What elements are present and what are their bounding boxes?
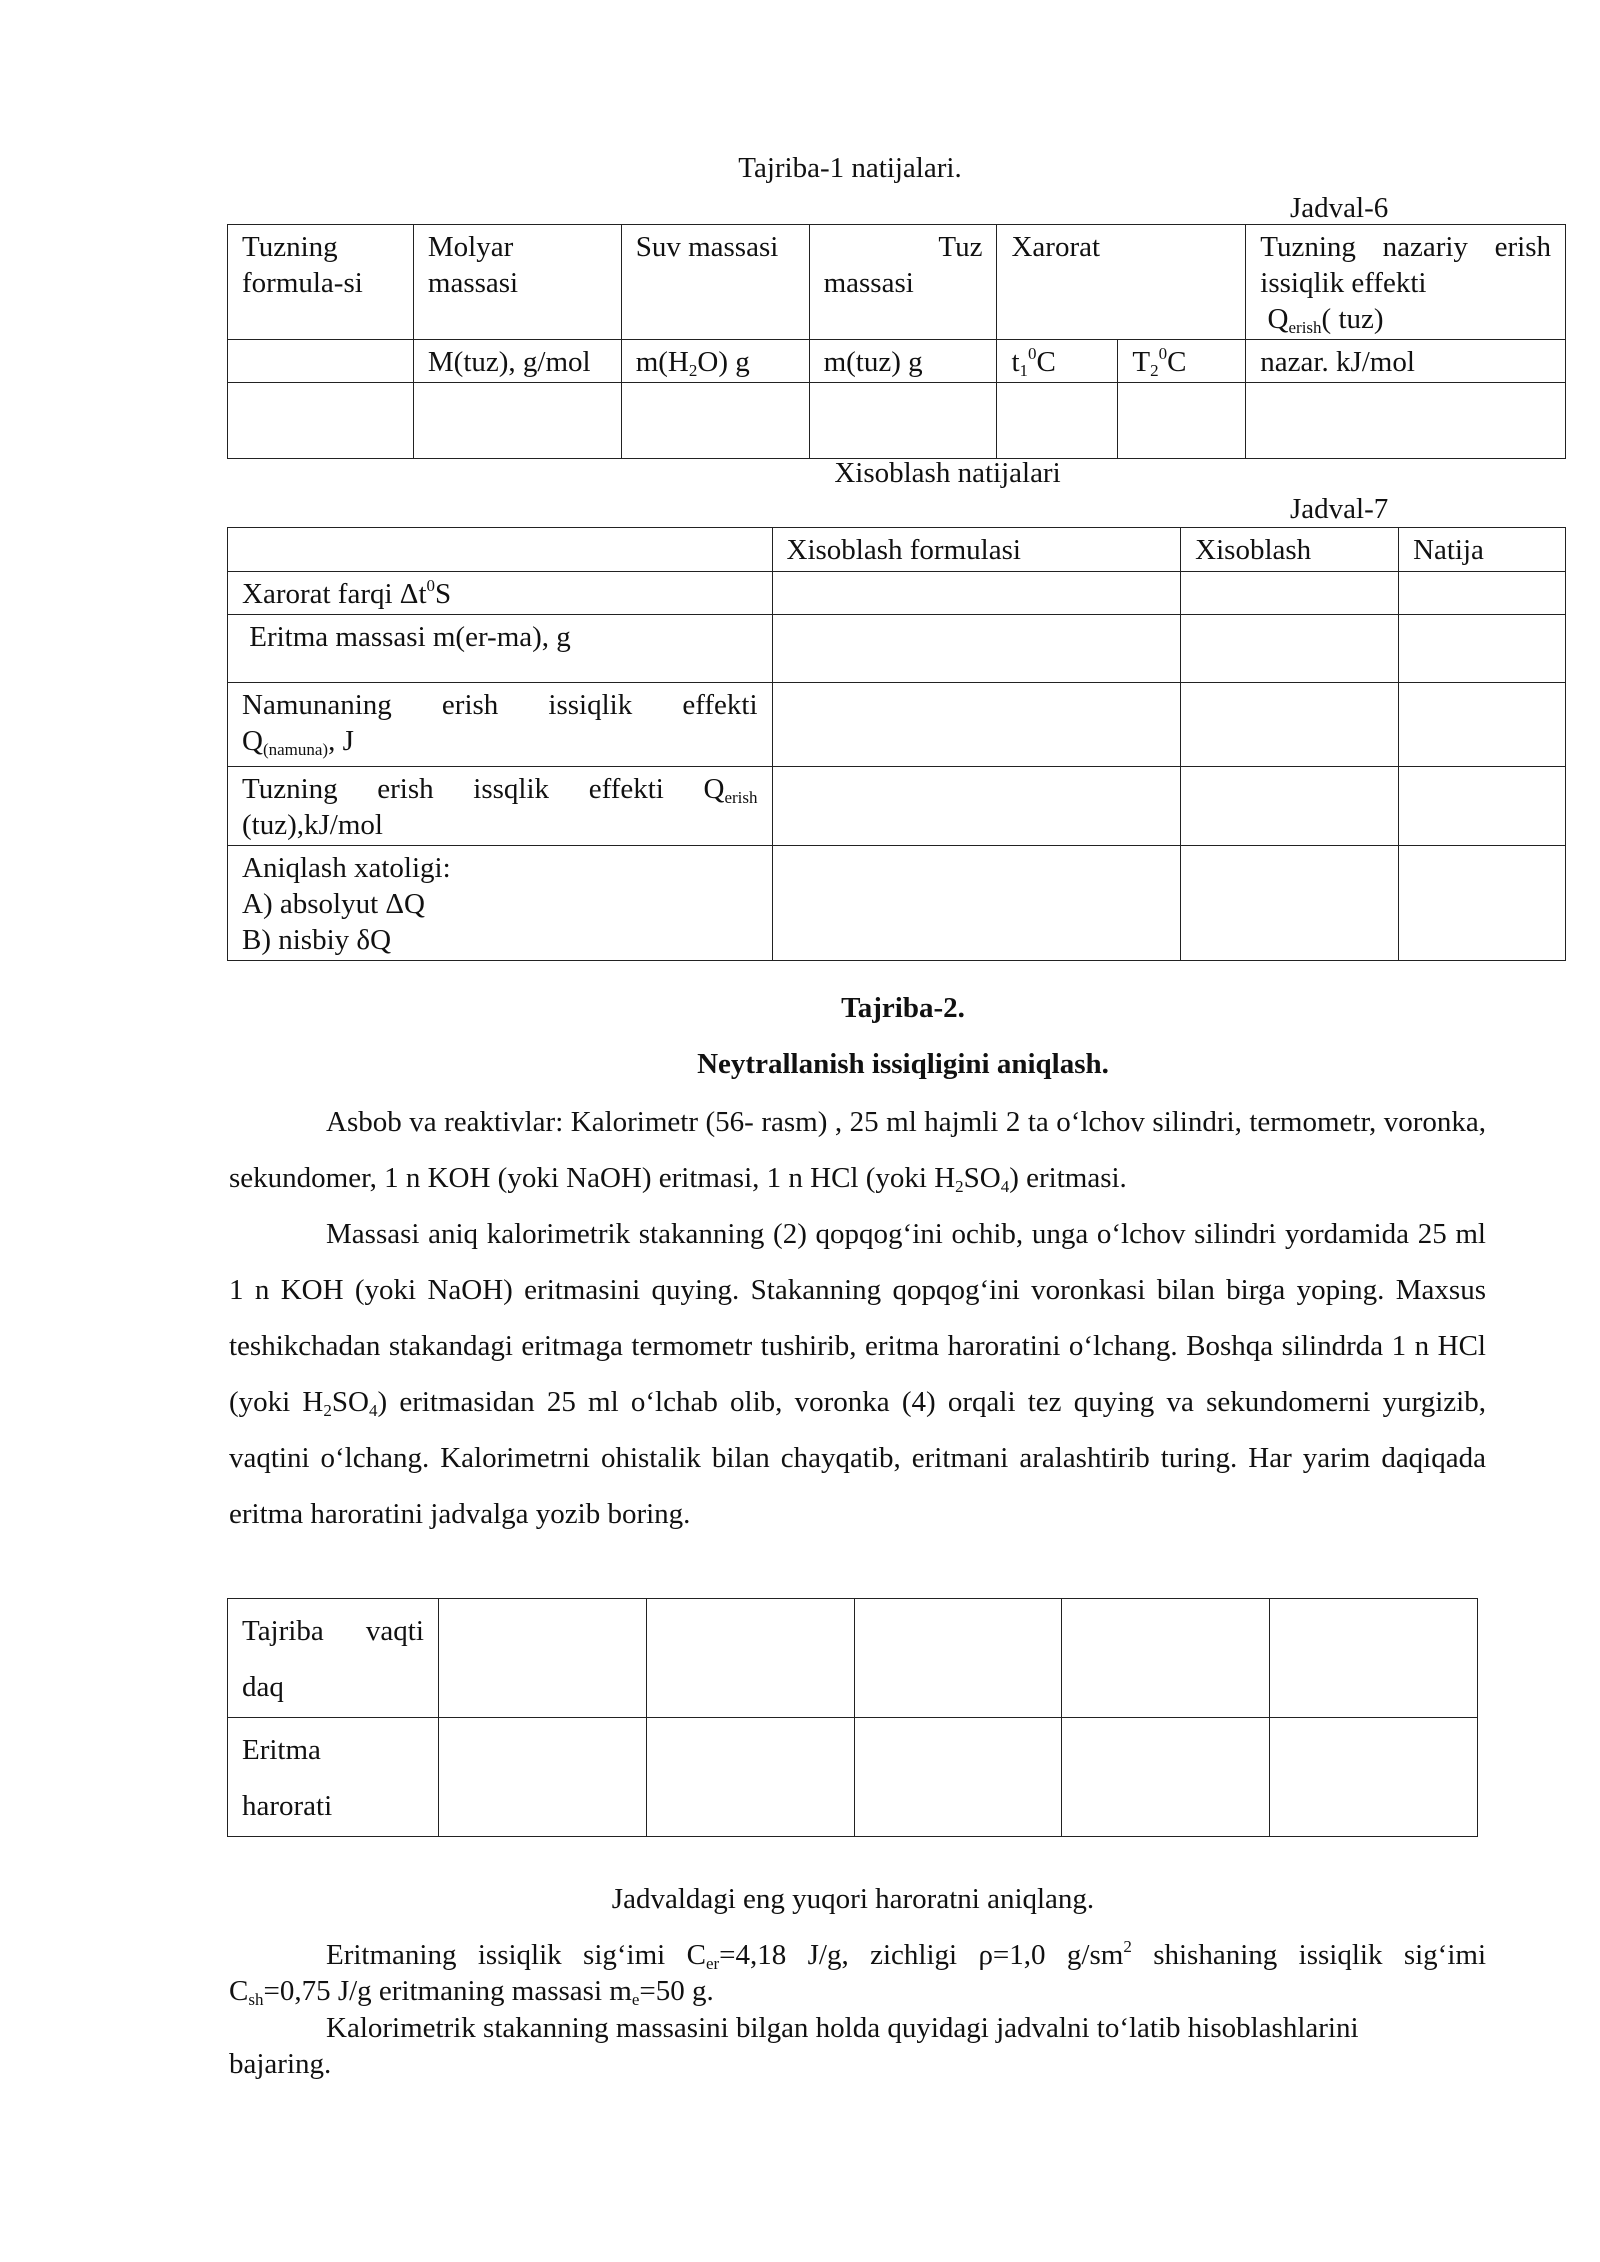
header-formula: Tuzning formula-si (228, 225, 414, 340)
header-molar: Molyar massasi (413, 225, 621, 340)
data-cell (1270, 1718, 1478, 1837)
data-cell (646, 1718, 854, 1837)
data-cell (1118, 383, 1246, 459)
data-cell (438, 1718, 646, 1837)
data-cell (772, 615, 1181, 683)
data-cell (772, 683, 1181, 767)
unit-t2: $T_2^0C$ (1118, 340, 1246, 383)
calc-title: Xisoblash natijalari (834, 457, 1061, 489)
calc-header-formula: Xisoblash formulasi (772, 528, 1181, 572)
data-cell (1246, 383, 1566, 459)
data-cell (621, 383, 809, 459)
data-cell (413, 383, 621, 459)
results-title: Tajriba-1 natijalari. (738, 152, 962, 184)
data-cell (997, 383, 1118, 459)
time-label: Tajriba vaqti daq (228, 1599, 439, 1718)
data-cell (1062, 1599, 1270, 1718)
unit-molar: M(tuz), g/mol (413, 340, 621, 383)
calc-row-error: Aniqlash xatoligi: A) absolyut ΔQ B) nisbiy δQ (228, 846, 773, 961)
unit-empty (228, 340, 414, 383)
header-water: Suv massasi (621, 225, 809, 340)
calc-row-sample-heat: Namunaning erish issiqlik effekti $Q_{(namuna)}$, J (228, 683, 773, 767)
header-heat: Tuzning nazariy erish issiqlik effekti $Q_{erish}$( tuz) (1246, 225, 1566, 340)
calc-row-temp-diff: Xarorat farqi $\Delta t^0S$ (228, 572, 773, 615)
data-cell (1181, 767, 1399, 846)
data-cell (1399, 846, 1566, 961)
data-cell (646, 1599, 854, 1718)
data-cell (1270, 1599, 1478, 1718)
data-cell (854, 1718, 1062, 1837)
data-cell (1181, 572, 1399, 615)
table-label-6: Jadval-6 (1290, 192, 1389, 224)
data-cell (1181, 846, 1399, 961)
data-cell (1181, 683, 1399, 767)
paragraph-heat-capacity: Eritmaning issiqlik sig‘imi $C_{er}=4,18$ J/g, zichligi ρ=1,0 $g/sm^2$ shishaning issiqlik sig‘imi $C_{sh}=0,75$ J/g eritmaning massasi $m_e=50$ g. (229, 1937, 1486, 2009)
data-cell (1181, 615, 1399, 683)
calc-header-result: Natija (1399, 528, 1566, 572)
paragraph-procedure: Massasi aniq kalorimetrik stakanning (2) qopqog‘ini ochib, unga o‘lchov silindri yordamida 25 ml 1 n KOH (yoki NaOH) eritmasini quying. Stakanning qopqog‘ini voronkasi bilan birga yoping. Maxsus teshikchadan stakandagi eritmaga termometr tushirib, eritma haroratini o‘lchang. Boshqa silindrda 1 n HCl (yoki $H_2SO_4$) eritmasidan 25 ml o‘lchab olib, voronka (4) orqali tez quying va sekundomerni yurgizib, vaqtini o‘lchang. Kalorimetrni ohistalik bilan chayqatib, eritmani aralashtirib turing. Har yarim daqiqada eritma haroratini jadvalga yozib boring. (229, 1218, 1486, 1530)
table-jadval-7 (227, 527, 1566, 961)
unit-salt: m(tuz) g (809, 340, 997, 383)
unit-t1: $t_1^0C$ (997, 340, 1118, 383)
data-cell (1399, 767, 1566, 846)
calc-row-salt-heat: Tuzning erish issqlik effekti $Q_{erish}$ (tuz),kJ/mol (228, 767, 773, 846)
temperature-label: Eritma harorati (228, 1718, 439, 1837)
data-cell (1399, 683, 1566, 767)
table-time-temperature (227, 1598, 1478, 1837)
data-cell (809, 383, 997, 459)
data-cell (772, 846, 1181, 961)
data-cell (772, 767, 1181, 846)
data-cell (1399, 615, 1566, 683)
paragraph-equipment: Asbob va reaktivlar: Kalorimetr (56- rasm) , 25 ml hajmli 2 ta o‘lchov silindri, termometr, voronka, sekundomer, 1 n KOH (yoki NaOH) eritmasi, 1 n HCl (yoki $H_2SO_4$) eritmasi. (229, 1106, 1486, 1196)
table-jadval-6 (227, 224, 1566, 459)
calc-header-calc: Xisoblash (1181, 528, 1399, 572)
find-max-text: Jadvaldagi eng yuqori haroratni aniqlang. (611, 1883, 1095, 1915)
table-label-7: Jadval-7 (1290, 493, 1389, 525)
experiment-2-subtitle: Neytrallanish issiqligini aniqlash. (697, 1048, 1109, 1080)
unit-water: $m(H_2O)$ g (621, 340, 809, 383)
header-salt: Tuz massasi (809, 225, 997, 340)
calc-row-solution-mass: Eritma massasi m(er-ma), g (228, 615, 773, 683)
data-cell (772, 572, 1181, 615)
header-temp: Xarorat (997, 225, 1246, 340)
data-cell (438, 1599, 646, 1718)
unit-heat: nazar. kJ/mol (1246, 340, 1566, 383)
paragraph-fill-table: Kalorimetrik stakanning massasini bilgan holda quyidagi jadvalni to‘latib hisoblashlarini bajaring. (229, 2012, 1359, 2080)
calc-header-empty (228, 528, 773, 572)
data-cell (854, 1599, 1062, 1718)
experiment-2-title: Tajriba-2. (841, 992, 965, 1024)
data-cell (1399, 572, 1566, 615)
data-cell (228, 383, 414, 459)
data-cell (1062, 1718, 1270, 1837)
